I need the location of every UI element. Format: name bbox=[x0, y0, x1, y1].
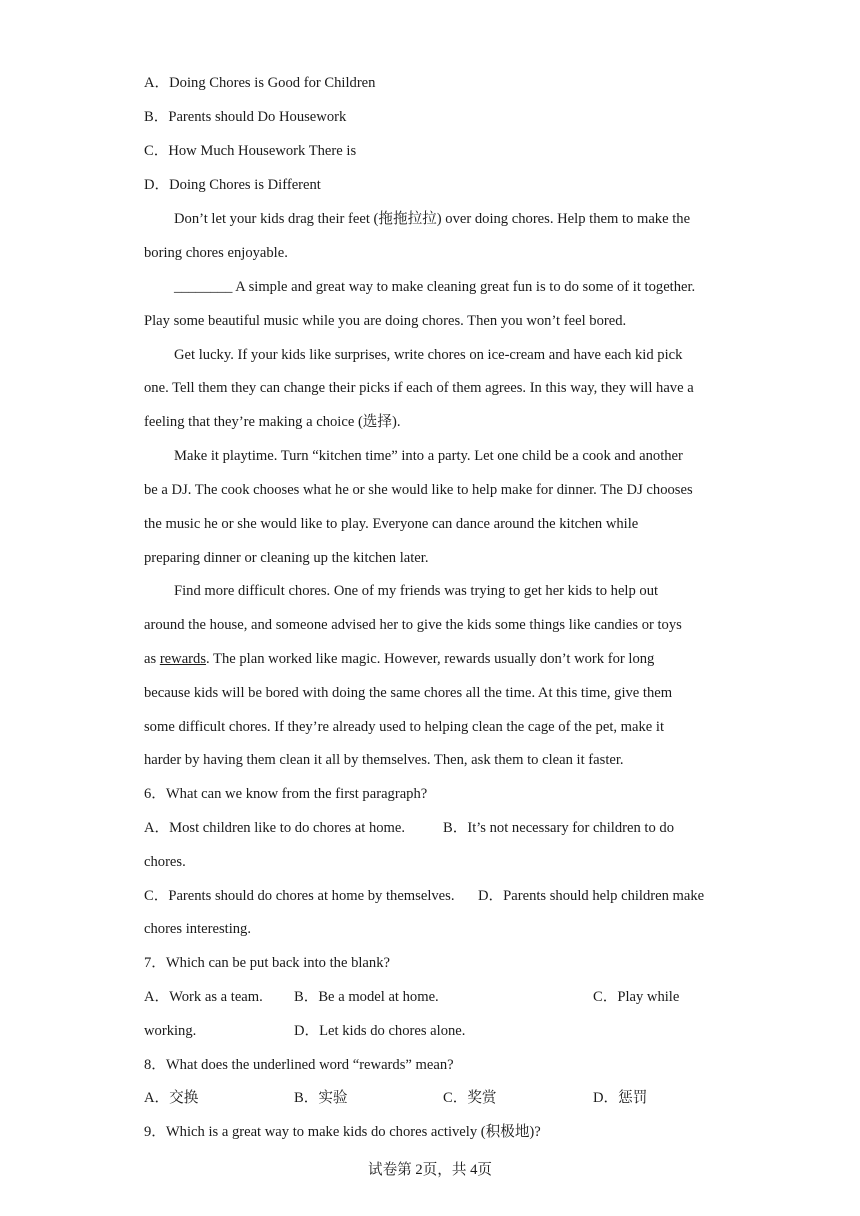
passage-p4-line2: be a DJ. The cook chooses what he or she would like to help make for dinner. The DJ chooses bbox=[144, 482, 693, 498]
q5-option-c: C．How Much Housework There is bbox=[144, 143, 357, 159]
blank: ________ bbox=[174, 279, 233, 295]
q6-option-b: B．It’s not necessary for children to do bbox=[443, 820, 675, 836]
passage-p5-line4: because kids will be bored with doing the same chores all the time. At this time, give them bbox=[144, 685, 673, 701]
q6-option-b-cont: chores. bbox=[144, 854, 186, 870]
q6-option-d: D．Parents should help children make bbox=[478, 888, 705, 904]
passage-p2-line2: Play some beautiful music while you are doing chores. Then you won’t feel bored. bbox=[144, 313, 627, 329]
passage-p4-line3: the music he or she would like to play. Everyone can dance around the kitchen while bbox=[144, 516, 639, 532]
passage-p5-line1: Find more difficult chores. One of my friends was trying to get her kids to help out bbox=[174, 583, 659, 599]
passage-p3-line3: feeling that they’re making a choice (选择). bbox=[144, 414, 401, 430]
passage-p1-line2: boring chores enjoyable. bbox=[144, 245, 288, 261]
q5-option-a: A．Doing Chores is Good for Children bbox=[144, 75, 376, 91]
passage-p5-line2: around the house, and someone advised her to give the kids some things like candies or toys bbox=[144, 617, 682, 633]
q8-option-b: B．实验 bbox=[294, 1090, 348, 1106]
q7-option-d: D．Let kids do chores alone. bbox=[294, 1023, 466, 1039]
q6-option-d-cont: chores interesting. bbox=[144, 921, 251, 937]
underlined-word-rewards: rewards bbox=[159, 651, 207, 667]
passage-p5-line3-post: . The plan worked like magic. However, rewards usually don’t work for long bbox=[206, 651, 655, 667]
passage-p3-line2: one. Tell them they can change their picks if each of them agrees. In this way, they will have a bbox=[144, 380, 694, 396]
q6-option-c: C．Parents should do chores at home by themselves. bbox=[144, 888, 455, 904]
q6-stem: 6．What can we know from the first paragraph? bbox=[144, 786, 428, 802]
q7-stem: 7．Which can be put back into the blank? bbox=[144, 955, 390, 971]
passage-p2-line1-text: A simple and great way to make cleaning great fun is to do some of it together. bbox=[232, 279, 696, 295]
page-footer: 试卷第 2页，共 4页 bbox=[367, 1162, 493, 1178]
passage-p2-line1 bbox=[174, 277, 695, 297]
passage-p5-line6: harder by having them clean it all by themselves. Then, ask them to clean it faster. bbox=[144, 752, 624, 768]
q8-option-c: C．奖赏 bbox=[443, 1090, 497, 1106]
q7-option-c-cont: working. bbox=[144, 1023, 197, 1039]
passage-p5-line3 bbox=[144, 649, 654, 669]
q7-option-a: A．Work as a team. bbox=[144, 989, 263, 1005]
q7-option-c: C．Play while bbox=[593, 989, 680, 1005]
passage-p5-line5: some difficult chores. If they’re already used to helping clean the cage of the pet, make it bbox=[144, 719, 665, 735]
q5-option-b: B．Parents should Do Housework bbox=[144, 109, 347, 125]
q5-option-d: D．Doing Chores is Different bbox=[144, 177, 321, 193]
passage-p1-line1: Don’t let your kids drag their feet (拖拖拉拉) over doing chores. Help them to make the bbox=[174, 211, 691, 227]
q8-stem: 8．What does the underlined word “rewards” mean? bbox=[144, 1057, 454, 1073]
q9-stem: 9．Which is a great way to make kids do chores actively (积极地)? bbox=[144, 1124, 541, 1140]
q6-option-a: A．Most children like to do chores at home. bbox=[144, 820, 406, 836]
q8-option-a: A．交换 bbox=[144, 1090, 199, 1106]
passage-p4-line4: preparing dinner or cleaning up the kitchen later. bbox=[144, 550, 429, 566]
passage-p4-line1: Make it playtime. Turn “kitchen time” into a party. Let one child be a cook and another bbox=[174, 448, 683, 464]
q7-option-b: B．Be a model at home. bbox=[294, 989, 439, 1005]
q8-option-d: D．惩罚 bbox=[593, 1090, 648, 1106]
passage-p3-line1: Get lucky. If your kids like surprises, write chores on ice-cream and have each kid pick bbox=[174, 347, 683, 363]
passage-p5-line3-pre: as bbox=[144, 651, 160, 667]
